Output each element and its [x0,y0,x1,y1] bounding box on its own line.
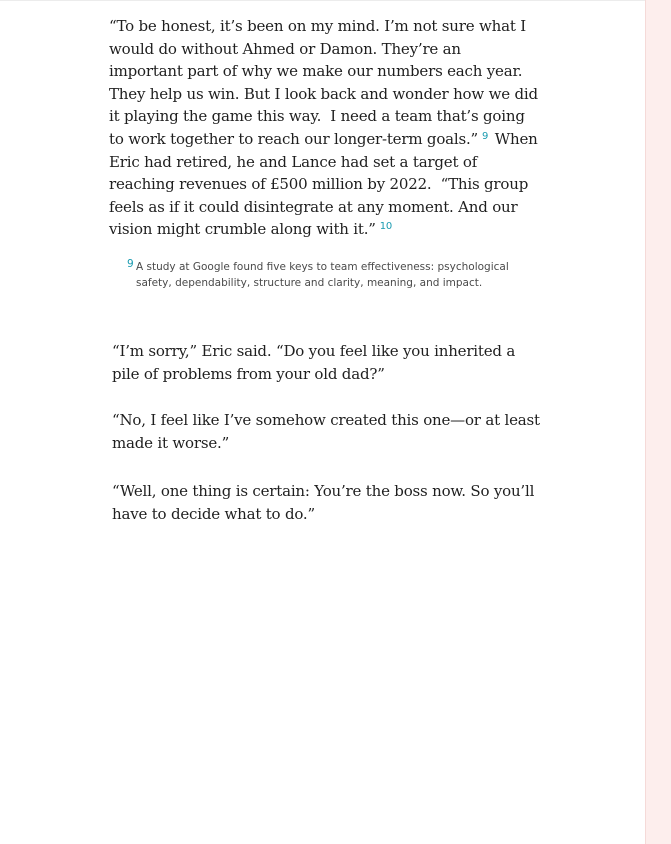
side-panel [645,0,671,844]
paragraph-1-text-b: When Eric had retired, he and Lance had set a target of reaching revenues of £500 million by 2022. “This group feels as if it could disintegrate at any moment. And our vision might crumble along with it.” [109,129,538,239]
footnote-ref-9[interactable]: 9 [482,130,489,142]
footnote-text: A study at Google found five keys to team effectiveness: psychological safety, dependability, structure and clarity, meaning, and impact. [136,261,509,289]
footnote [127,259,517,291]
paragraph-3: “No, I feel like I’ve somehow created this one—or at least made it worse.” [112,411,540,452]
paragraph-1-text-a: “To be honest, it’s been on my mind. I’m not sure what I would do without Ahmed or Damon. They’re an important part of why we make our numbers each year. They help us win. But I look back and wonder how we did it playing the game this way. I need a team that’s going to work together to reach our longer-term goals.” [109,17,538,148]
paragraph-1 [109,15,539,241]
paragraph-4: “Well, one thing is certain: You’re the boss now. So you’ll have to decide what to do.” [112,482,535,523]
paragraph-2: “I’m sorry,” Eric said. “Do you feel like you inherited a pile of problems from your old dad?” [112,342,516,383]
footnote-number[interactable]: 9 [127,258,134,270]
footnote-ref-10[interactable]: 10 [379,221,393,233]
